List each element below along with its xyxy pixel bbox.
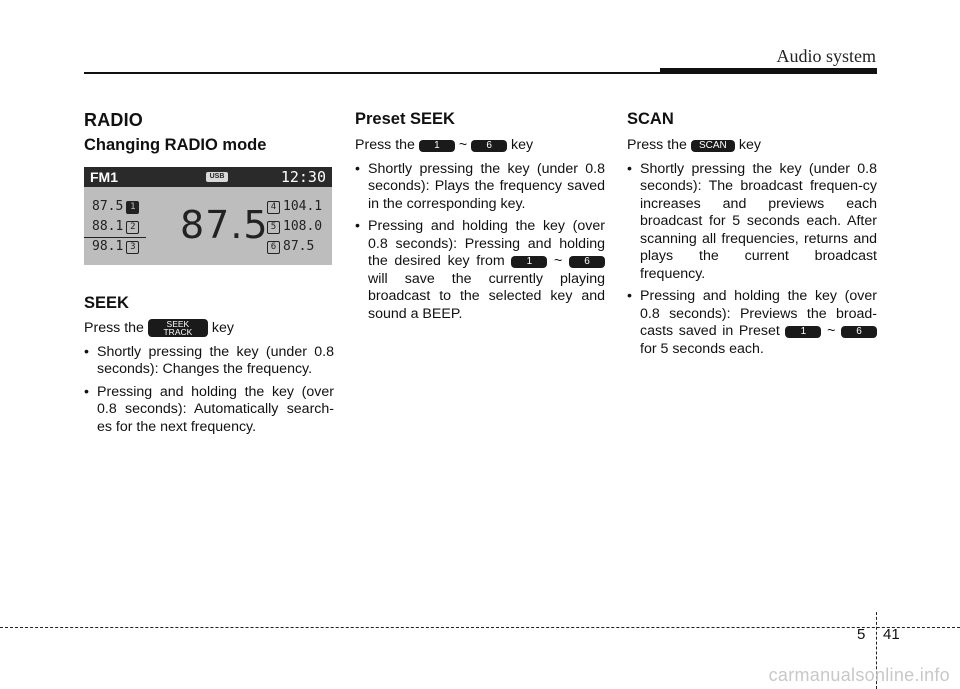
footer-rule bbox=[0, 627, 960, 628]
range-tilde: ~ bbox=[458, 137, 468, 153]
list-item bbox=[627, 288, 877, 358]
range-tilde: ~ bbox=[827, 323, 836, 339]
scan-bullet-list bbox=[627, 161, 877, 359]
list-item bbox=[355, 218, 605, 323]
display-status-bar bbox=[84, 167, 332, 187]
page-header-title: Audio system bbox=[776, 46, 876, 66]
preset-number-badge: 4 bbox=[267, 201, 280, 214]
seek-section bbox=[84, 294, 334, 441]
list-item: • Shortly pressing the key (under 0.8 seconds): The broadcast frequen-cy increases and previews each broadcast for 5 seconds each. After scanning all frequencies, returns and plays the current broadcast frequency. bbox=[627, 161, 877, 284]
preset-freq: 87.5 bbox=[92, 199, 124, 214]
preset-row-right-5 bbox=[264, 219, 322, 234]
range-tilde: ~ bbox=[554, 253, 563, 269]
seek-instruction bbox=[84, 319, 334, 338]
chapter-number: 5 bbox=[857, 626, 866, 643]
header-rule-thick bbox=[660, 68, 877, 74]
press-text: Press the bbox=[355, 137, 415, 153]
bullet-text: Pressing and holding the key (over 0.8 seconds): Previews the broad-casts saved in Preset bbox=[640, 288, 877, 339]
preset-number-badge: 5 bbox=[267, 221, 280, 234]
section-heading-radio: RADIO bbox=[84, 110, 143, 130]
press-text: Press the bbox=[627, 137, 687, 153]
preset-key-6-icon: 6 bbox=[569, 256, 605, 268]
list-item: • Shortly pressing the key (under 0.8 seconds): Changes the frequency. bbox=[84, 344, 334, 379]
preset-seek-bullet-list bbox=[355, 161, 605, 324]
display-clock: 12:30 bbox=[280, 168, 326, 186]
column-radio bbox=[84, 110, 334, 155]
section-heading-preset-seek: Preset SEEK bbox=[355, 110, 455, 128]
header-rule bbox=[84, 72, 664, 74]
bullet-text: for 5 seconds each. bbox=[640, 340, 764, 357]
preset-row-right-4 bbox=[264, 199, 322, 214]
preset-key-1-icon: 1 bbox=[785, 326, 821, 338]
list-item: • Pressing and holding the key (over 0.8 seconds): Automatically search-es for the next frequency. bbox=[84, 384, 334, 437]
key-text: key bbox=[211, 320, 234, 336]
list-item: • Shortly pressing the key (under 0.8 seconds): Plays the frequency saved in the corresponding key. bbox=[355, 161, 605, 214]
seek-bullet-list bbox=[84, 344, 334, 437]
preset-row-right-6 bbox=[264, 239, 314, 254]
radio-display-illustration bbox=[84, 167, 332, 265]
display-divider bbox=[84, 237, 146, 238]
preset-freq: 98.1 bbox=[92, 239, 124, 254]
section-heading-scan: SCAN bbox=[627, 110, 674, 128]
column-preset-seek bbox=[355, 110, 605, 328]
preset-freq: 104.1 bbox=[283, 199, 323, 214]
preset-key-6-icon: 6 bbox=[471, 140, 507, 152]
scan-instruction bbox=[627, 137, 877, 155]
preset-row-left-2 bbox=[92, 219, 142, 234]
preset-number-badge: 6 bbox=[267, 241, 280, 254]
section-heading-seek: SEEK bbox=[84, 294, 129, 312]
preset-seek-instruction bbox=[355, 137, 605, 155]
preset-key-1-icon: 1 bbox=[419, 140, 455, 152]
usb-indicator: USB bbox=[206, 172, 228, 182]
key-text: key bbox=[511, 137, 534, 153]
preset-key-6-icon: 6 bbox=[841, 326, 877, 338]
seek-track-key-icon bbox=[148, 319, 208, 337]
preset-row-left-3 bbox=[92, 239, 142, 254]
press-text: Press the bbox=[84, 320, 144, 336]
preset-number-badge: 1 bbox=[126, 201, 139, 214]
page-number: 41 bbox=[883, 626, 900, 643]
scan-key-icon: SCAN bbox=[691, 140, 735, 152]
key-text: key bbox=[738, 137, 761, 153]
subheading-changing-radio-mode: Changing RADIO mode bbox=[84, 136, 267, 154]
preset-freq: 87.5 bbox=[283, 239, 315, 254]
bullet-text: Pressing and holding the key (over 0.8 seconds): Pressing and holding the desired key from bbox=[368, 218, 605, 269]
bullet-text: will save the currently playing broadcast to the selected key and sound a BEEP. bbox=[368, 270, 605, 322]
preset-key-1-icon: 1 bbox=[511, 256, 547, 268]
column-scan bbox=[627, 110, 877, 363]
key-label-bottom: TRACK bbox=[163, 327, 193, 337]
preset-number-badge: 3 bbox=[126, 241, 139, 254]
display-band: FM1 bbox=[90, 169, 118, 185]
preset-freq: 108.0 bbox=[283, 219, 323, 234]
current-frequency: 87.5 bbox=[180, 203, 269, 247]
preset-freq: 88.1 bbox=[92, 219, 124, 234]
key-label-top: SEEK bbox=[166, 319, 190, 329]
preset-row-left-1 bbox=[92, 199, 142, 214]
watermark: carmanualsonline.info bbox=[768, 665, 950, 685]
preset-number-badge: 2 bbox=[126, 221, 139, 234]
